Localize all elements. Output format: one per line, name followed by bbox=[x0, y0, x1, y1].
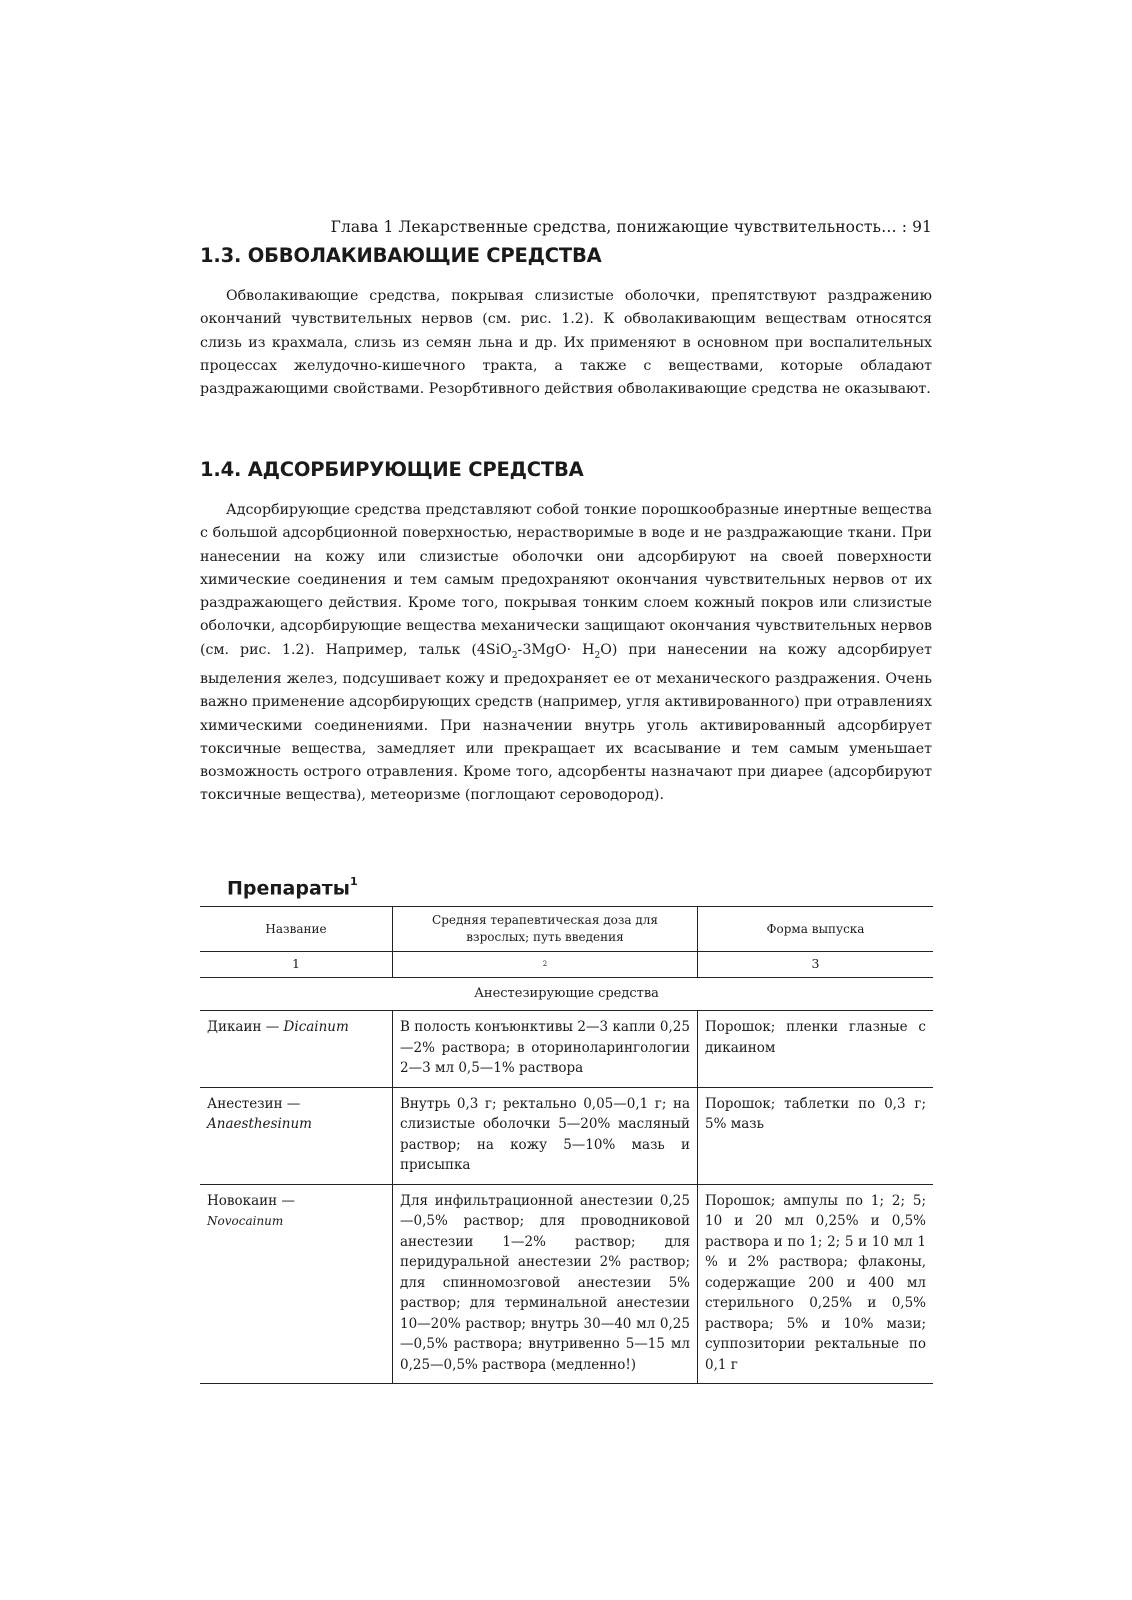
paragraph-text-part-2: O) при нанесении на кожу адсорбирует выделения желез, подсушивает кожу и предохраняет ее от механического раздражения. Очень важно применение адсорбирующих средств (например, угля активированного) при отравлениях химическими соединениями. При назначении внутрь уголь активированный адсорбирует токсичные вещества, замедляет или прекращает их всасывание и тем самым уменьшает возможность острого отравления. Кроме того, адсорбенты назначают при диарее (адсорбируют токсичные вещества), метеоризме (поглощают сероводород). bbox=[200, 641, 932, 804]
drug-name: Дикаин — bbox=[207, 1019, 280, 1035]
drug-latin-name: Novocainum bbox=[207, 1214, 284, 1228]
table-section-title: Анестезирующие средства bbox=[200, 977, 933, 1011]
drug-dose-cell: В полость конъюнктивы 2—3 капли 0,25—2% раствора; в оториноларингологии 2—3 мл 0,5—1% раствора bbox=[393, 1011, 698, 1088]
table-row bbox=[200, 1011, 933, 1088]
drug-latin-name: Dicainum bbox=[283, 1019, 349, 1035]
preparations-title: Препараты bbox=[227, 877, 350, 900]
drug-name: Новокаин — bbox=[207, 1192, 295, 1209]
column-header-form: Форма выпуска bbox=[698, 907, 934, 952]
column-number-row bbox=[200, 952, 933, 978]
table-section-row bbox=[200, 977, 933, 1011]
section-heading-1-3: 1.3. ОБВОЛАКИВАЮЩИЕ СРЕДСТВА bbox=[200, 244, 602, 267]
formula-subscript-1: 2 bbox=[511, 650, 518, 661]
drug-name-cell bbox=[200, 1184, 393, 1384]
section-1-4-paragraph bbox=[200, 499, 932, 808]
drug-name-cell bbox=[200, 1011, 393, 1088]
column-number-3: 3 bbox=[698, 952, 934, 978]
drug-form-cell: Порошок; ампулы по 1; 2; 5; 10 и 20 мл 0,25% и 0,5% раствора и по 1; 2; 5 и 10 мл 1 % и 2% раствора; флаконы, содержащие 200 и 400 мл стерильного 0,25% и 0,5% раствора; 5% и 10% мази; суппозитории ректальные по 0,1 г bbox=[698, 1184, 934, 1384]
drug-form-cell: Порошок; таблетки по 0,3 г; 5% мазь bbox=[698, 1087, 934, 1184]
formula-subscript-2: 2 bbox=[594, 650, 601, 661]
drug-name-cell bbox=[200, 1087, 393, 1184]
column-header-dose: Средняя терапевтическая доза для взрослых; путь введения bbox=[393, 907, 698, 952]
column-number-1: 1 bbox=[200, 952, 393, 978]
preparations-table bbox=[200, 906, 933, 1384]
running-head: Глава 1 Лекарственные средства, понижающие чувствительность… : 91 bbox=[330, 218, 932, 236]
table-row bbox=[200, 1087, 933, 1184]
footnote-mark: 1 bbox=[349, 875, 358, 888]
column-header-name: Название bbox=[200, 907, 393, 952]
preparations-heading bbox=[227, 877, 358, 899]
table-header-row bbox=[200, 907, 933, 952]
table-row bbox=[200, 1184, 933, 1384]
drug-dose-cell: Для инфильтрационной анестезии 0,25—0,5% раствор; для проводниковой анестезии 1—2% раствор; для перидуральной анестезии 2% раствор; для спинномозговой анестезии 5% раствор; для терминальной анестезии 10—20% раствор; внутрь 30—40 мл 0,25—0,5% раствора; внутривенно 5—15 мл 0,25—0,5% раствора (медленно!) bbox=[393, 1184, 698, 1384]
drug-name: Анестезин — bbox=[207, 1095, 301, 1112]
column-number-2: 2 bbox=[393, 952, 698, 978]
formula-text: -3MgO· H bbox=[517, 641, 595, 658]
paragraph-text-part-1: Адсорбирующие средства представляют собой тонкие порошкообразные инертные вещества с большой адсорбционной поверхностью, нерастворимые в воде и не раздражающие ткани. При нанесении на кожу или слизистые оболочки они адсорбируют на своей поверхности химические соединения и тем самым предохраняют окончания чувствительных нервов от их раздражающего действия. Кроме того, покрывая тонким слоем кожный покров или слизистые оболочки, адсорбирующие вещества механически защищают окончания чувствительных нервов (см. рис. 1.2). Например, тальк (4SiO bbox=[200, 502, 932, 658]
section-heading-1-4: 1.4. АДСОРБИРУЮЩИЕ СРЕДСТВА bbox=[200, 458, 584, 481]
section-1-3-paragraph: Обволакивающие средства, покрывая слизистые оболочки, препятствуют раздражению окончаний чувствительных нервов (см. рис. 1.2). К обволакивающим веществам относятся слизь из крахмала, слизь из семян льна и др. Их применяют в основном при воспалительных процессах желудочно-кишечного тракта, а также с веществами, которые обладают раздражающими свойствами. Резорбтивного действия обволакивающие средства не оказывают. bbox=[200, 288, 932, 398]
drug-form-cell: Порошок; пленки глазные с дикаином bbox=[698, 1011, 934, 1088]
drug-latin-name: Anaesthesinum bbox=[207, 1116, 312, 1132]
drug-dose-cell: Внутрь 0,3 г; ректально 0,05—0,1 г; на слизистые оболочки 5—20% масляный раствор; на кожу 5—10% мазь и присыпка bbox=[393, 1087, 698, 1184]
